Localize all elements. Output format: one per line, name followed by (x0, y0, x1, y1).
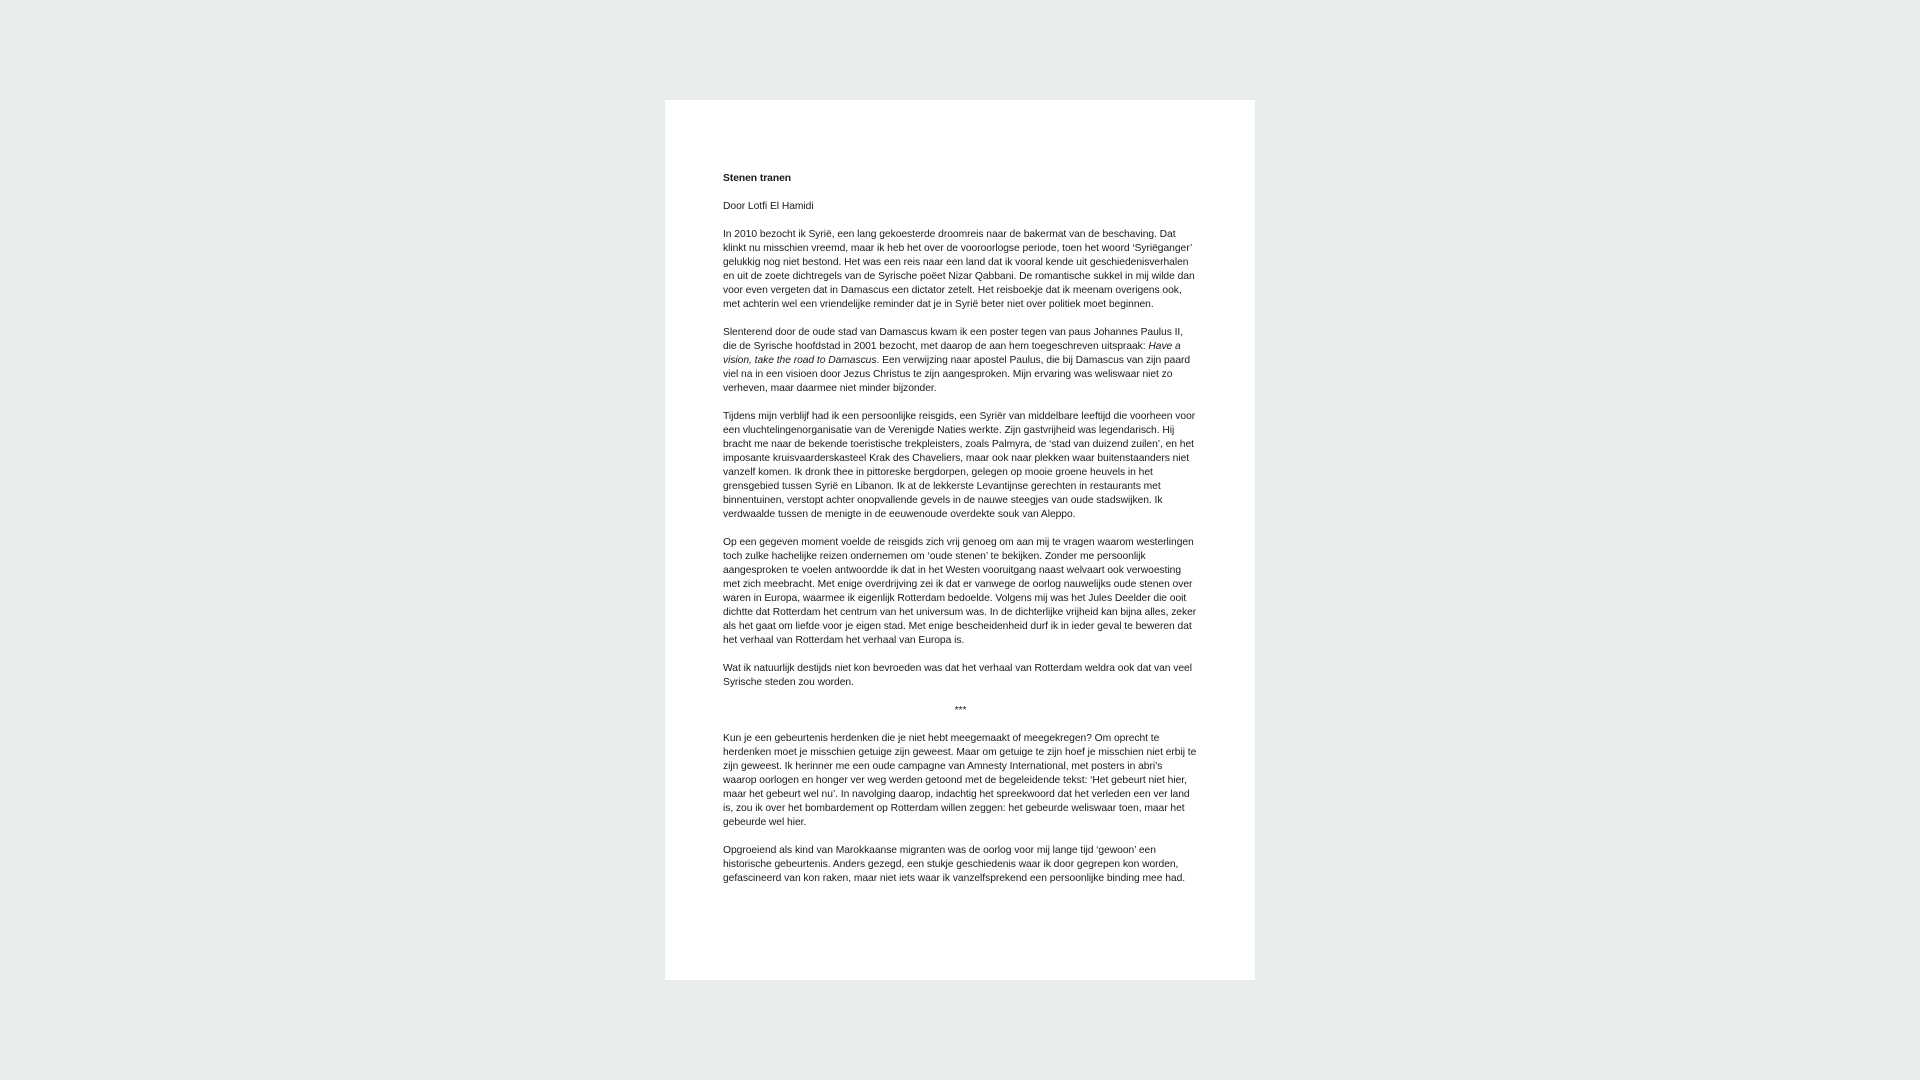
paragraph: In 2010 bezocht ik Syrië, een lang gekoesterde droomreis naar de bakermat van de beschaving. Dat klinkt nu misschien vreemd, maar ik heb het over de vooroorlogse periode, toen het woord ‘Syriëganger’ gelukkig nog niet bestond. Het was een reis naar een land dat ik vooral kende uit geschiedenisverhalen en uit de zoete dichtregels van de Syrische poëet Nizar Qabbani. De romantische sukkel in mij wilde dan voor even vergeten dat in Damascus een dictator zetelt. Het reisboekje dat ik meenam overigens ook, met achterin wel een vriendelijke reminder dat je in Syrië beter niet over politiek moet beginnen. (723, 229, 1195, 310)
section-separator: *** (954, 705, 967, 716)
paragraph: Wat ik natuurlijk destijds niet kon bevroeden was dat het verhaal van Rotterdam weldra ook dat van veel Syrische steden zou worden. (723, 663, 1192, 688)
paragraph: Op een gegeven moment voelde de reisgids zich vrij genoeg om aan mij te vragen waarom westerlingen toch zulke hachelijke reizen ondernemen om ‘oude stenen’ te bekijken. Zonder me persoonlijk aangesproken te voelen antwoordde ik dat in het Westen vooruitgang naast welvaart ook verwoesting met zich meebracht. Met enige overdrijving zei ik dat er vanwege de oorlog nauwelijks oude stenen over waren in Europa, waarmee ik eigenlijk Rotterdam bedoelde. Volgens mij was het Jules Deelder die ooit dichtte dat Rotterdam het centrum van het universum was. In de dichterlijke vrijheid kan bijna alles, zeker als het gaat om liefde voor je eigen stad. Met enige bescheidenheid durf ik in ieder geval te beweren dat het verhaal van Rotterdam het verhaal van Europa is. (723, 537, 1197, 646)
document-byline: Door Lotfi El Hamidi (723, 201, 814, 212)
quote-italic: Have a vision, take the road to Damascus (723, 341, 1181, 366)
paragraph: Tijdens mijn verblijf had ik een persoonlijke reisgids, een Syriër van middelbare leeftijd die voorheen voor een vluchtelingenorganisatie van de Verenigde Naties werkte. Zijn gastvrijheid was legendarisch. Hij bracht me naar de bekende toeristische trekpleisters, zoals Palmyra, de ‘stad van duizend zuilen’, en het imposante kruisvaarderskasteel Krak des Chaveliers, maar ook naar plekken waar buitenstaanders niet vanzelf komen. Ik dronk thee in pittoreske bergdorpen, gelegen op mooie groene heuvels in het grensgebied tussen Syrië en Libanon. Ik at de lekkerste Levantijnse gerechten in restaurants met binnentuinen, verstopt achter onopvallende gevels in de nauwe steegjes van oude stadswijken. Ik verdwaalde tussen de menigte in de eeuwenoude overdekte souk van Aleppo. (723, 411, 1196, 520)
paragraph (723, 326, 1198, 396)
paragraph: Opgroeiend als kind van Marokkaanse migranten was de oorlog voor mij lange tijd ‘gewoon’ een historische gebeurtenis. Anders gezegd, een stukje geschiedenis waar ik door gegrepen kon worden, gefascineerd van kon raken, maar niet iets waar ik vanzelfsprekend een persoonlijke binding mee had. (723, 845, 1186, 884)
document-page (665, 100, 1255, 980)
document-title: Stenen tranen (723, 173, 792, 184)
paragraph-text: Slenterend door de oude stad van Damascus kwam ik een poster tegen van paus Johannes Paulus II, die de Syrische hoofdstad in 2001 bezocht, met daarop de aan hem toegeschreven uitspraak: (723, 327, 1184, 352)
paragraph-text: . Een verwijzing naar apostel Paulus, die bij Damascus van zijn paard viel na in een visioen door Jezus Christus te zijn aangesproken. Mijn ervaring was weliswaar niet zo verheven, maar daarmee niet minder bijzonder. (723, 355, 1191, 394)
paragraph: Kun je een gebeurtenis herdenken die je niet hebt meegemaakt of meegekregen? Om oprecht te herdenken moet je misschien getuige zijn geweest. Maar om getuige te zijn hoef je misschien niet erbij te zijn geweest. Ik herinner me een oude campagne van Amnesty International, met posters in abri’s waarop oorlogen en honger ver weg werden getoond met de begeleidende tekst: ‘Het gebeurt niet hier, maar het gebeurt wel nu’. In navolging daarop, indachtig het spreekwoord dat het verleden een ver land is, zou ik over het bombardement op Rotterdam willen zeggen: het gebeurde weliswaar toen, maar het gebeurde wel hier. (723, 733, 1197, 828)
